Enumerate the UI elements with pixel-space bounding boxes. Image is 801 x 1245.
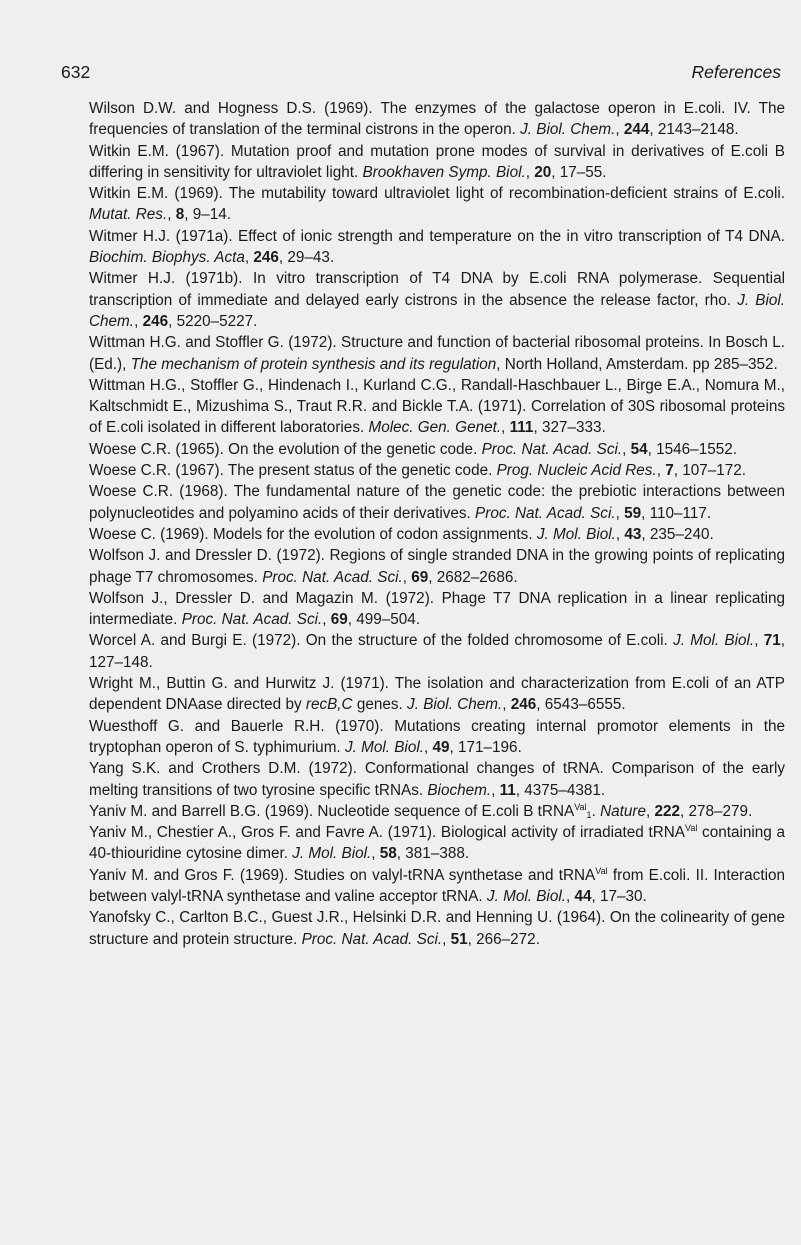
reference-text: Yaniv M., Chestier A., Gros F. and Favre A. (1971). Biological activity of irradiated tRNA (89, 824, 685, 842)
reference-pages: , 4375–4381. (515, 781, 606, 799)
volume-number: 58 (379, 845, 397, 863)
reference-entry (89, 865, 785, 908)
reference-pages: , 127–148. (89, 632, 785, 671)
volume-number: 222 (654, 802, 681, 820)
separator: , (496, 355, 505, 373)
volume-number: 11 (499, 781, 516, 799)
reference-entry (89, 439, 785, 460)
volume-number: 44 (574, 887, 592, 905)
reference-pages: , 266–272. (467, 930, 540, 948)
reference-pages: , 278–279. (680, 802, 753, 820)
journal-title: J. Mol. Biol. (292, 845, 372, 863)
journal-title: recB,C (305, 696, 353, 714)
reference-entry (89, 524, 785, 545)
reference-text: Witmer H.J. (1971a). Effect of ionic strength and temperature on the in vitro transcription of T4 DNA. (89, 227, 785, 245)
journal-title: J. Mol. Biol. (344, 738, 424, 756)
superscript: Val (574, 801, 587, 812)
separator: genes. (352, 696, 408, 714)
separator: , (615, 121, 624, 139)
separator: , (565, 887, 575, 905)
separator: , (134, 312, 143, 330)
reference-entry (89, 375, 785, 439)
journal-title: Nature (600, 802, 646, 820)
journal-title: Molec. Gen. Genet. (368, 419, 502, 437)
reference-text: Wright M., Buttin G. and Hurwitz J. (1971). The isolation and characterization from E.coli of an ATP dependent DNAase directed by (89, 675, 785, 714)
reference-entry (89, 141, 785, 184)
separator: , (754, 632, 764, 650)
volume-number: 49 (432, 738, 450, 756)
separator: , (322, 611, 331, 629)
reference-pages: , 29–43. (278, 249, 335, 267)
reference-pages: , 2682–2686. (428, 568, 518, 586)
reference-entry (89, 545, 785, 588)
journal-title: Brookhaven Symp. Biol. (362, 163, 526, 181)
separator: , (402, 568, 412, 586)
reference-text: Woese C.R. (1968). The fundamental nature of the genetic code: the prebiotic interactions between polynucleotides and polyamino acids of their derivatives. (89, 483, 785, 522)
separator: , (502, 696, 511, 714)
reference-entry (89, 801, 785, 822)
superscript: Val (685, 823, 698, 834)
journal-title: Proc. Nat. Acad. Sci. (475, 504, 616, 522)
separator: , (622, 440, 631, 458)
volume-number: 51 (450, 930, 468, 948)
reference-text: Yaniv M. and Gros F. (1969). Studies on valyl-tRNA synthetase and tRNA (89, 866, 596, 884)
reference-entry (89, 98, 785, 141)
reference-pages: , 6543–6555. (536, 696, 626, 714)
reference-entry (89, 226, 785, 269)
reference-text: . (591, 802, 601, 820)
separator: , (424, 738, 433, 756)
reference-pages: , 110–117. (641, 504, 712, 522)
volume-number: 246 (253, 249, 279, 267)
volume-number: 69 (330, 611, 348, 629)
separator: , (167, 206, 176, 224)
reference-entry (89, 481, 785, 524)
reference-pages: , 499–504. (347, 611, 421, 629)
reference-pages: , 17–55. (551, 163, 607, 181)
reference-text: Yang S.K. and Crothers D.M. (1972). Conformational changes of tRNA. Comparison of the early melting transitions of two tyrosine specific tRNAs. (89, 760, 785, 799)
reference-text: Wolfson J., Dressler D. and Magazin M. (1972). Phage T7 DNA replication in a linear replicating intermediate. (89, 589, 785, 629)
volume-number: 71 (763, 632, 781, 650)
reference-text: Yanofsky C., Carlton B.C., Guest J.R., Helsinki D.R. and Henning U. (1964). On the colinearity of gene structure and protein structure. (89, 909, 785, 948)
journal-title: Proc. Nat. Acad. Sci. (181, 611, 323, 629)
volume-number: 8 (175, 206, 185, 224)
reference-entry (89, 758, 785, 801)
journal-title: Biochem. (427, 781, 492, 799)
reference-pages: , 9–14. (184, 206, 232, 224)
reference-text: Woese C. (1969). Models for the evolution of codon assignments. (89, 525, 537, 543)
separator: , (525, 163, 535, 181)
reference-text: from E.coli. II. Interaction between valyl-tRNA synthetase and valine acceptor tRNA. (89, 866, 785, 905)
page-header (61, 62, 781, 88)
separator: , (501, 419, 510, 437)
reference-entry (89, 183, 785, 226)
reference-text: containing a 40-thiouridine cytosine dimer. (89, 824, 785, 863)
reference-pages: , 2143–2148. (649, 121, 739, 139)
reference-entry (89, 588, 785, 631)
volume-number: 246 (142, 312, 169, 330)
separator: , (615, 525, 625, 543)
reference-pages: , 381–388. (396, 845, 470, 863)
journal-title: Proc. Nat. Acad. Sci. (481, 440, 623, 458)
journal-title: Prog. Nucleic Acid Res. (496, 462, 657, 480)
reference-entry (89, 907, 785, 950)
reference-text: Wilson D.W. and Hogness D.S. (1969). The enzymes of the galactose operon in E.coli. IV. The frequencies of translation of the terminal cistrons in the operon. (89, 100, 785, 139)
reference-pages: , 17–30. (591, 887, 647, 905)
reference-pages: , 235–240. (641, 525, 714, 543)
reference-entry (89, 822, 785, 865)
separator: , (645, 802, 655, 820)
journal-title: J. Biol. Chem. (407, 696, 503, 714)
separator: , (244, 249, 254, 267)
volume-number: 20 (534, 163, 552, 181)
reference-entry (89, 716, 785, 759)
separator: , (656, 462, 666, 480)
reference-text: Wittman H.G. and Stoffler G. (1972). Structure and function of bacterial ribosomal proteins. In Bosch L. (Ed.), (89, 334, 785, 373)
reference-pages: , 107–172. (673, 462, 747, 480)
reference-text: Wittman H.G., Stoffler G., Hindenach I., Kurland C.G., Randall-Haschbauer L., Birge E.A., Nomura M., Kaltschmidt E., Mizushima S., Traut R.R. and Bickle T.A. (1971). Correlation of 30S ribosomal proteins of E.coli isolated in different laboratories. (89, 376, 785, 437)
superscript: Val (595, 865, 608, 876)
reference-text: Woese C.R. (1967). The present status of the genetic code. (89, 462, 497, 480)
volume-number: 7 (665, 462, 674, 480)
reference-text: Wolfson J. and Dressler D. (1972). Regions of single stranded DNA in the growing points of replicating phage T7 chromosomes. (89, 547, 785, 586)
journal-title: Mutat. Res. (89, 206, 168, 224)
separator: , (491, 781, 500, 799)
reference-text: Witkin E.M. (1969). The mutability toward ultraviolet light of recombination-deficient strains of E.coli. (89, 185, 785, 203)
journal-title: J. Mol. Biol. (486, 887, 566, 905)
volume-number: 59 (624, 504, 642, 522)
reference-pages: , 5220–5227. (168, 312, 258, 330)
volume-number: 244 (623, 121, 650, 139)
reference-text: Yaniv M. and Barrell B.G. (1969). Nucleotide sequence of E.coli B tRNA (89, 802, 575, 820)
journal-title: J. Mol. Biol. (673, 632, 755, 650)
volume-number: 54 (630, 440, 648, 458)
reference-pages: , 171–196. (449, 738, 522, 756)
journal-title: Biochim. Biophys. Acta (89, 249, 245, 267)
reference-entry (89, 332, 785, 375)
journal-title: The mechanism of protein synthesis and its regulation (130, 355, 497, 373)
reference-entry (89, 673, 785, 716)
journal-title: Proc. Nat. Acad. Sci. (262, 568, 403, 586)
reference-pages: North Holland, Amsterdam. pp 285–352. (504, 355, 778, 373)
reference-entry (89, 630, 785, 673)
reference-text: Worcel A. and Burgi E. (1972). On the structure of the folded chromosome of E.coli. (89, 632, 674, 650)
running-head: References (691, 62, 781, 82)
reference-entry (89, 268, 785, 332)
volume-number: 246 (510, 696, 537, 714)
subscript: 1 (586, 809, 592, 820)
page-number: 632 (61, 62, 91, 82)
separator: , (442, 930, 451, 948)
volume-number: 43 (624, 525, 642, 543)
reference-pages: , 1546–1552. (647, 440, 737, 458)
journal-title: J. Biol. Chem. (89, 291, 785, 330)
reference-text: Wuesthoff G. and Bauerle R.H. (1970). Mutations creating internal promotor elements in the tryptophan operon of S. typhimurium. (89, 717, 785, 756)
volume-number: 69 (411, 568, 429, 586)
reference-text: Woese C.R. (1965). On the evolution of the genetic code. (89, 440, 482, 458)
journal-title: J. Mol. Biol. (536, 525, 616, 543)
volume-number: 111 (509, 419, 534, 437)
separator: , (615, 504, 625, 522)
journal-title: J. Biol. Chem. (520, 121, 616, 139)
reference-list (89, 98, 785, 950)
reference-entry (89, 460, 785, 481)
reference-text: Witmer H.J. (1971b). In vitro transcription of T4 DNA by E.coli RNA polymerase. Sequential transcription of immediate and delayed early cistrons in the absence the release factor, rho. (89, 270, 785, 309)
separator: , (371, 845, 380, 863)
reference-pages: , 327–333. (533, 419, 606, 437)
journal-title: Proc. Nat. Acad. Sci. (301, 930, 443, 948)
reference-text: Witkin E.M. (1967). Mutation proof and mutation prone modes of survival in derivatives of E.coli B differing in sensitivity for ultraviolet light. (89, 142, 785, 181)
